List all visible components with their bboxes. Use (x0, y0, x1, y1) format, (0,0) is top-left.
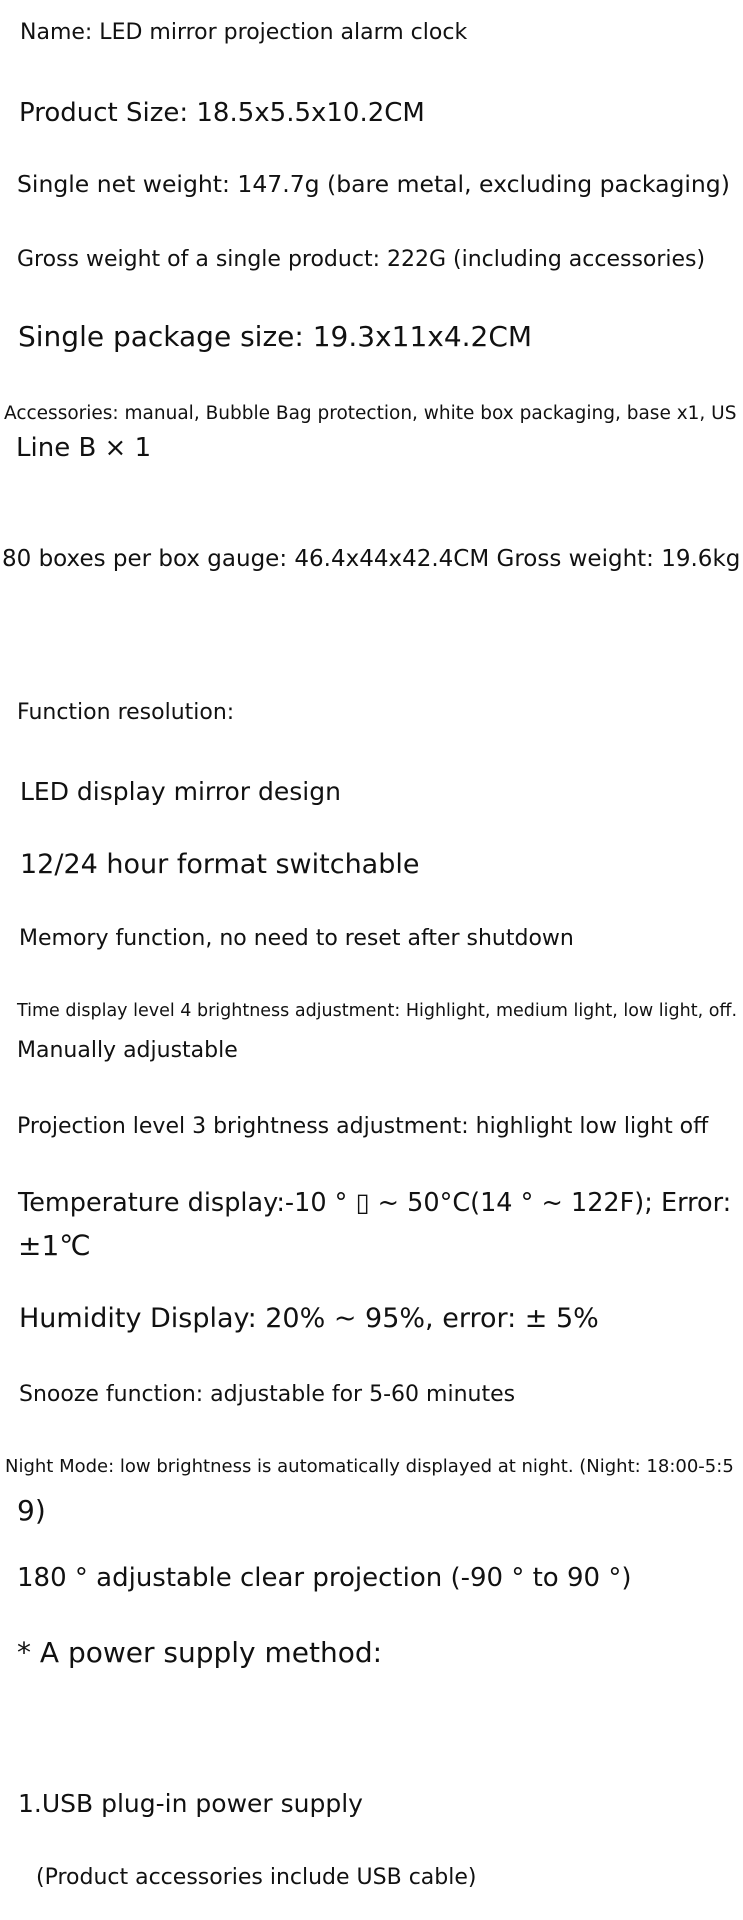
function-heading: Function resolution: (17, 700, 235, 725)
function-projection-brightness: Projection level 3 brightness adjustment: highlight low light off (17, 1114, 709, 1139)
gross-weight: Gross weight of a single product: 222G (including accessories) (17, 247, 706, 272)
function-brightness-line-1: Time display level 4 brightness adjustment: Highlight, medium light, low light, off. (17, 1001, 738, 1021)
accessories-line-2: Line B × 1 (16, 433, 152, 463)
function-projection-angle: 180 ° adjustable clear projection (-90 ° to 90 °) (17, 1563, 632, 1593)
power-usb-note: (Product accessories include USB cable) (36, 1865, 477, 1890)
net-weight: Single net weight: 147.7g (bare metal, excluding packaging) (17, 170, 730, 198)
product-name: Name: LED mirror projection alarm clock (20, 20, 468, 45)
accessories-line-1: Accessories: manual, Bubble Bag protection, white box packaging, base x1, US (4, 403, 737, 424)
function-night-line-1: Night Mode: low brightness is automatically displayed at night. (Night: 18:00-5:5 (5, 1456, 734, 1477)
function-humidity: Humidity Display: 20% ~ 95%, error: ± 5% (19, 1303, 599, 1334)
function-temperature-line-2: ±1℃ (18, 1229, 91, 1262)
function-temperature-line-1: Temperature display:-10 ° ▯ ~ 50°C(14 ° ~ 122F); Error: (18, 1188, 732, 1218)
function-brightness-line-2: Manually adjustable (17, 1038, 238, 1063)
function-hour-format: 12/24 hour format switchable (20, 849, 420, 880)
function-night-line-2: 9) (17, 1494, 46, 1527)
power-usb: 1.USB plug-in power supply (18, 1789, 363, 1818)
function-memory: Memory function, no need to reset after shutdown (19, 926, 574, 951)
package-size: Single package size: 19.3x11x4.2CM (18, 320, 533, 353)
function-snooze: Snooze function: adjustable for 5-60 minutes (19, 1382, 516, 1407)
box-gauge: 80 boxes per box gauge: 46.4x44x42.4CM Gross weight: 19.6kg (2, 546, 741, 572)
function-mirror: LED display mirror design (20, 777, 341, 806)
product-size: Product Size: 18.5x5.5x10.2CM (19, 98, 425, 128)
power-heading: * A power supply method: (17, 1636, 383, 1669)
